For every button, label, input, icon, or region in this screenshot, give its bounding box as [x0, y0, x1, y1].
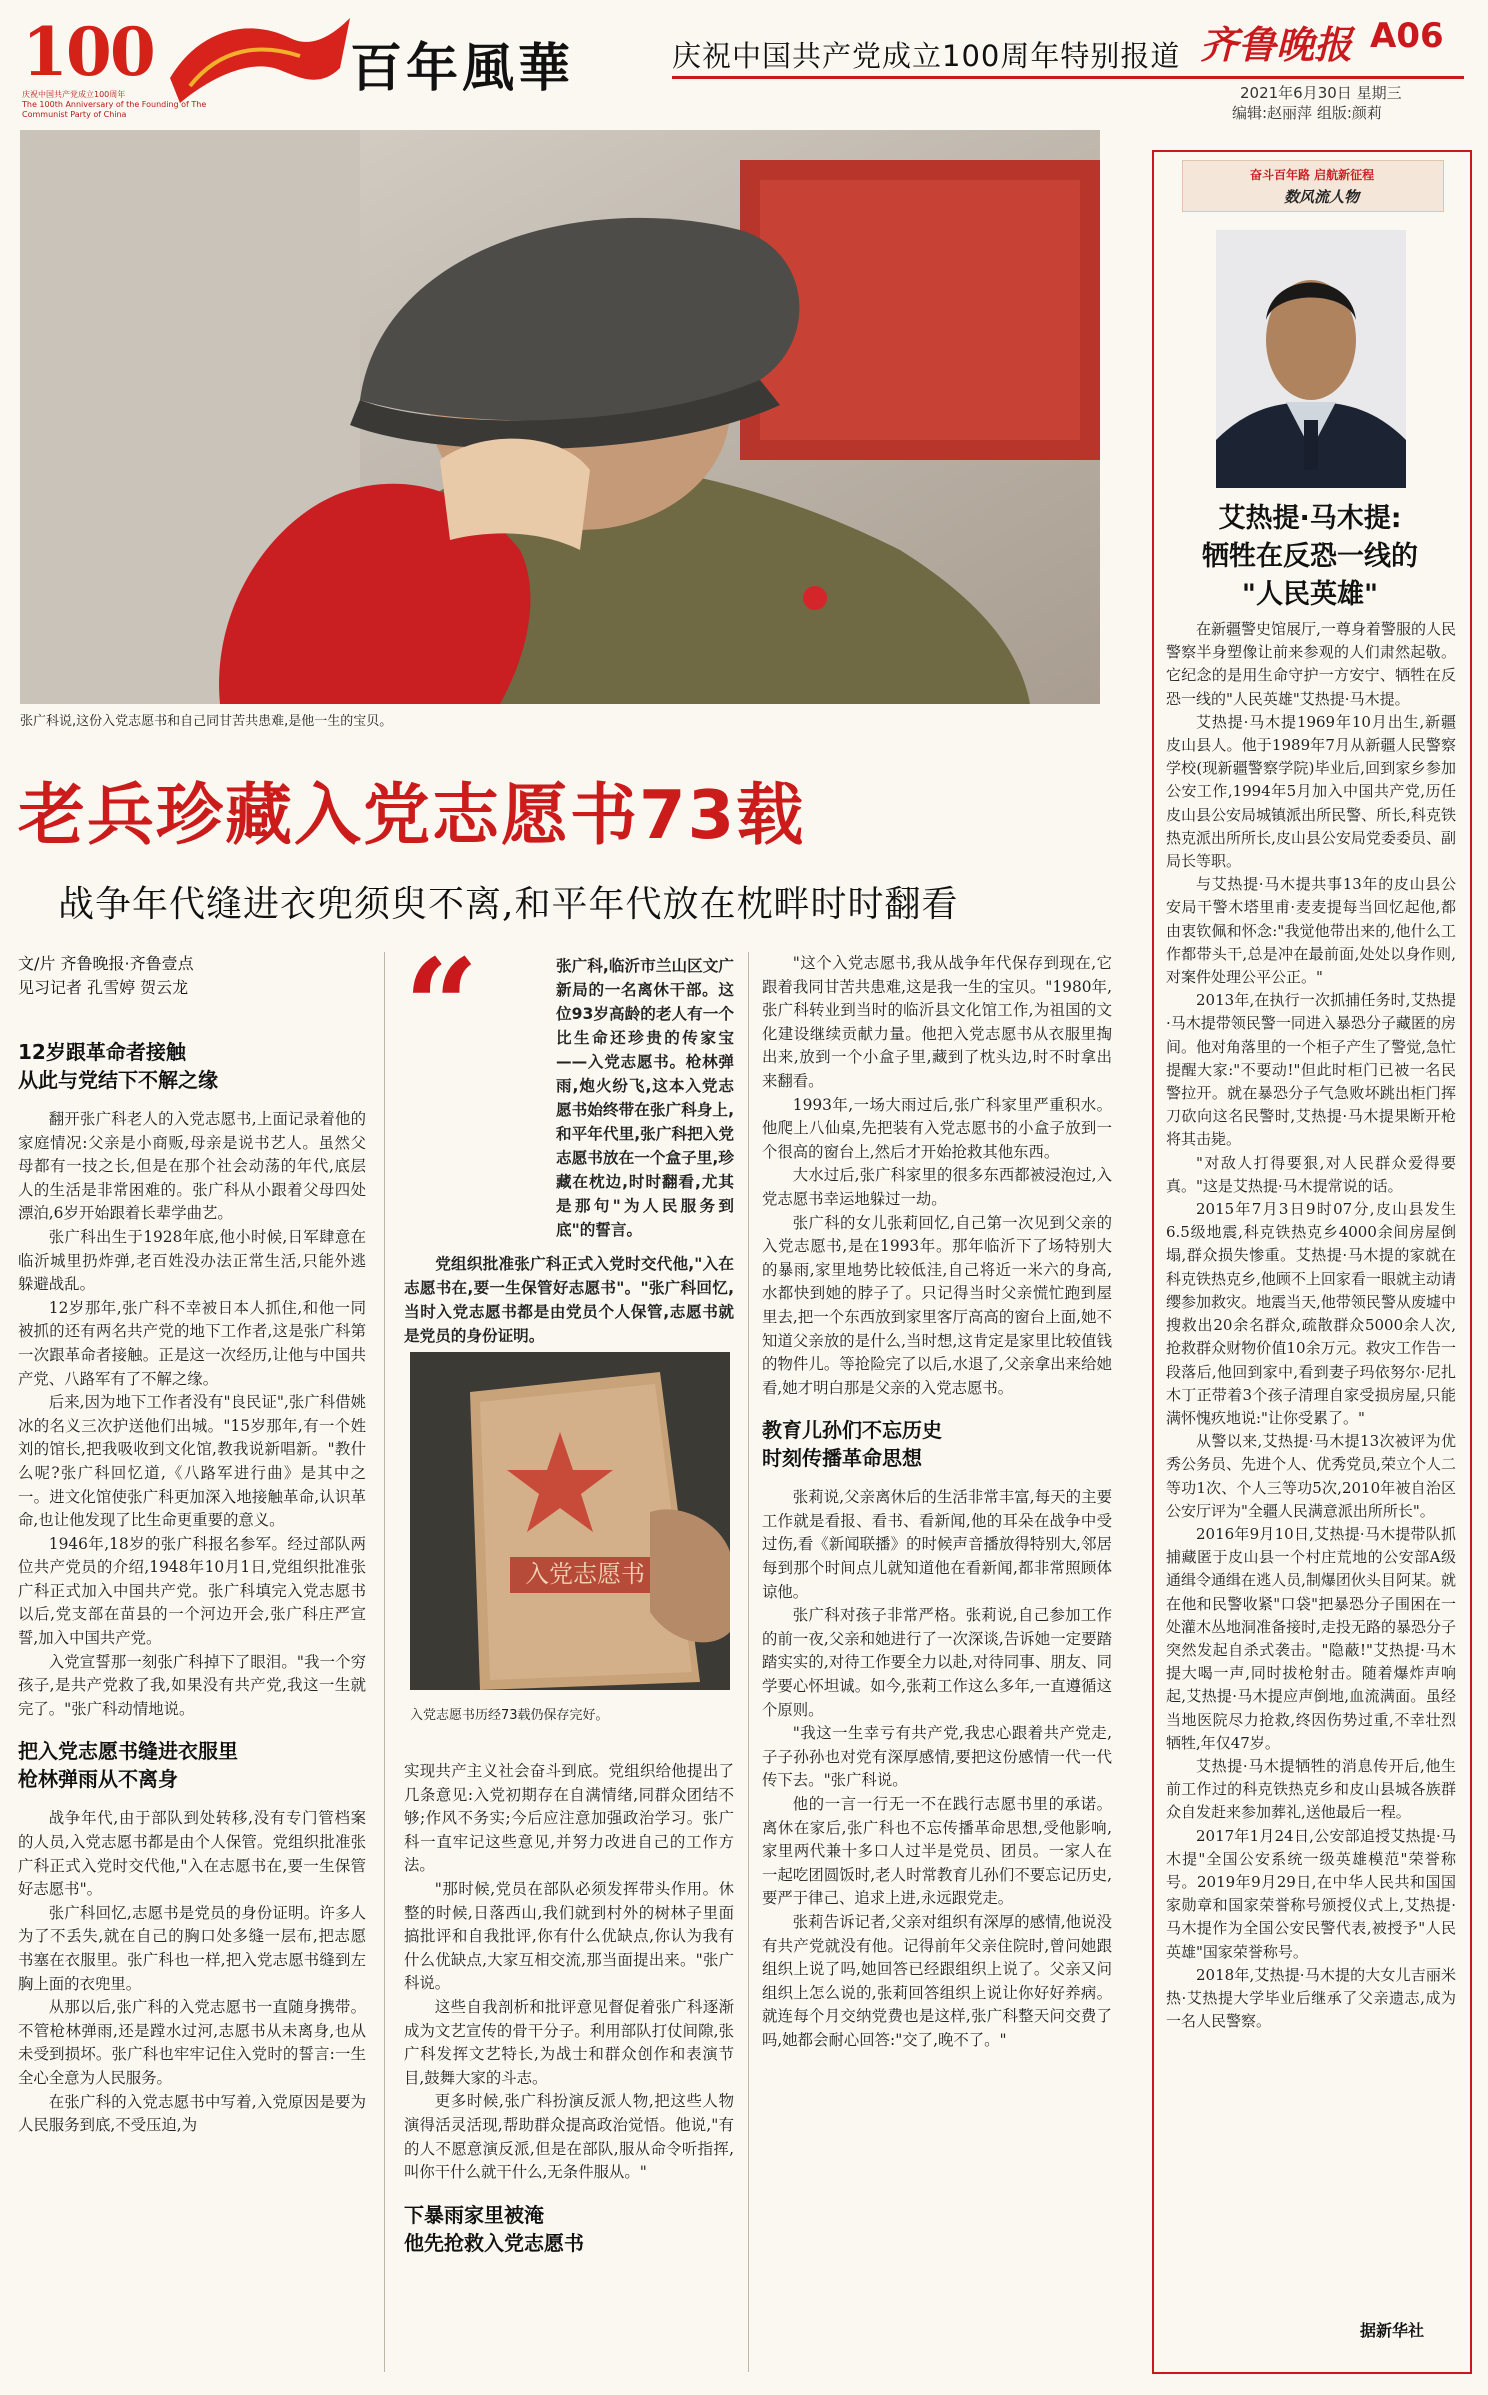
column-3 [762, 952, 1112, 2053]
paragraph: 张莉告诉记者,父亲对组织有深厚的感情,他说没有共产党就没有他。记得前年父亲住院时,曾问她跟组织上说了吗,她回答已经跟组织上说了。父亲又问组织上怎么说的,张莉回答组织上说让你好好养病。就连每个月交纳党费也是这样,张广科整天问交费了吗,她都会耐心回答:"交了,晚不了。" [762, 1912, 1112, 2049]
paragraph: 张广科对孩子非常严格。张莉说,自己参加工作的前一夜,父亲和她进行了一次深谈,告诉她一定要踏踏实实的,对待工作要全力以赴,对待同事、朋友、同学要心怀坦诚。如今,张莉工作这么多年,一直遵循这个原则。 [762, 1606, 1112, 1719]
sidebar-source: 据新华社 [1360, 2321, 1425, 2340]
svg-text:入党志愿书: 入党志愿书 [525, 1560, 645, 1588]
section-subtitle-3 [404, 2201, 734, 2257]
paragraph: 后来,因为地下工作者没有"良民证",张广科借姚冰的名义三次护送他们出城。"15岁那年,有一个姓刘的馆长,把我吸收到文化馆,教我说新唱新。"教什么呢?张广科回忆道,《八路军进行曲》是其中之一。进文化馆使张广科更加深入地接触革命,认识革命,也让他发现了比生命更重要的意义。 [18, 1393, 366, 1530]
column-2-bottom [404, 1760, 734, 2257]
paragraph: 12岁那年,张广科不幸被日本人抓住,和他一同被抓的还有两名共产党的地下工作者,这是张广科第一次跟革命者接触。正是这一次经历,让他与中国共产党、八路军有了不解之缘。 [18, 1298, 366, 1388]
subtitle-line: 从此与党结下不解之缘 [18, 1068, 218, 1092]
logo-caption-en: The 100th Anniversary of the Founding of The Communist Party of China [22, 100, 207, 119]
paragraph: 2013年,在执行一次抓捕任务时,艾热提·马木提带领民警一同进入暴恐分子藏匿的房间。他对角落里的一个柜子产生了警觉,急忙提醒大家:"不要动!"但此时柜门已被一名民警拉开。就在暴恐分子气急败坏跳出柜门挥刀砍向这名民警时,艾热提·马木提果断开枪将其击毙。 [1166, 991, 1456, 1149]
subtitle-line: 下暴雨家里被淹 [404, 2202, 544, 2227]
paragraph: 2018年,艾热提·马木提的大女儿吉丽米热·艾热提大学毕业后继承了父亲遗志,成为一名人民警察。 [1166, 1965, 1456, 2031]
subtitle-line: 教育儿孙们不忘历史 [762, 1418, 942, 1443]
lead-paragraph: 党组织批准张广科正式入党时交代他,"入在志愿书在,要一生保管好志愿书"。"张广科回忆,当时入党志愿书都是由党员个人保管,志愿书就是党员的身份证明。 [404, 1255, 734, 1345]
article-subhead: 战争年代缝进衣兜须臾不离,和平年代放在枕畔时时翻看 [58, 884, 959, 925]
section-name: 百年風華 [350, 38, 575, 99]
paragraph: 这些自我剖析和批评意见督促着张广科逐渐成为文艺宣传的骨干分子。利用部队打仗间隙,张广科发挥文艺特长,为战士和群众创作和表演节目,鼓舞大家的斗志。 [404, 1997, 734, 2087]
paragraph: "对敌人打得要狠,对人民群众爱得要真。"这是艾热提·马木提常说的话。 [1166, 1153, 1456, 1195]
application-photo [410, 1352, 730, 1690]
lead-paragraph: 张广科,临沂市兰山区文广新局的一名离休干部。这位93岁高龄的老人有一个比生命还珍贵的传家宝——入党志愿书。枪林弹雨,炮火纷飞,这本入党志愿书始终带在张广科身上,和平年代里,张广科把入党志愿书放在一个盒子里,珍藏在枕边,时时翻看,尤其是那句"为人民服务到底"的誓言。 [556, 957, 734, 1239]
paragraph: 实现共产主义社会奋斗到底。党组织给他提出了几条意见:入党初期存在自满情绪,同群众团结不够;作风不务实;今后应注意加强政治学习。张广科一直牢记这些意见,并努力改进自己的工作方法。 [404, 1762, 734, 1875]
subtitle-line: 他先抢救入党志愿书 [404, 2230, 584, 2255]
paragraph: 艾热提·马木提牺牲的消息传开后,他生前工作过的科克铁热克乡和皮山县城各族群众自发赶来参加葬礼,送他最后一程。 [1166, 1756, 1456, 1822]
paragraph: 1946年,18岁的张广科报名参军。经过部队两位共产党员的介绍,1948年10月1日,党组织批准张广科正式加入中国共产党。张广科填完入党志愿书以后,党支部在苗县的一个河边开会,张广科庄严宣誓,加入中国共产党。 [18, 1534, 366, 1648]
paragraph: 他的一言一行无一不在践行志愿书里的承诺。离休在家后,张广科也不忘传播革命思想,受他影响,家里两代兼十多口人过半是党员、团员。一家人在一起吃团圆饭时,老人时常教育儿孙们不要忘记历史,要严于律己、追求上进,永远跟党走。 [762, 1795, 1112, 1908]
subtitle-line: 12岁跟革命者接触 [18, 1040, 186, 1064]
application-photo-caption: 入党志愿书历经73载仍保存完好。 [410, 1708, 609, 1723]
paragraph: 张广科回忆,志愿书是党员的身份证明。许多人为了不丢失,就在自己的胸口处多缝一层布,把志愿书塞在衣服里。张广科也一样,把入党志愿书缝到左胸上面的衣兜里。 [18, 1903, 366, 1993]
paragraph: "这个入党志愿书,我从战争年代保存到现在,它跟着我同甘苦共患难,这是我一生的宝贝。"1980年,张广科转业到当时的临沂县文化馆工作,为祖国的文化建设继续贡献力量。他把入党志愿书从衣服里掏出来,放到一个小盒子里,藏到了枕头边,时不时拿出来翻看。 [762, 954, 1112, 1090]
editor-credits: 编辑:赵丽萍 组版:颜莉 [1232, 104, 1382, 122]
section-subtitle-1 [18, 1038, 366, 1094]
paragraph: 入党宣誓那一刻张广科掉下了眼泪。"我一个穷孩子,是共产党救了我,如果没有共产党,我这一生就完了。"张广科动情地说。 [18, 1652, 366, 1718]
byline-line-1: 文/片 齐鲁晚报·齐鲁壹点 [18, 954, 194, 973]
special-report-title: 庆祝中国共产党成立100周年特别报道 [672, 39, 1181, 73]
paragraph: 艾热提·马木提1969年10月出生,新疆皮山县人。他于1989年7月从新疆人民警察学校(现新疆警察学院)毕业后,回到家乡参加公安工作,1994年5月加入中国共产党,历任皮山县公安局城镇派出所民警、所长,科克铁热克派出所所长,皮山县公安局党委委员、副局长等职。 [1166, 712, 1456, 871]
byline-line-2: 见习记者 孔雪婷 贺云龙 [18, 978, 189, 997]
paragraph: 2015年7月3日9时07分,皮山县发生6.5级地震,科克铁热克乡4000余间房屋倒塌,群众损失惨重。艾热提·马木提的家就在科克铁热克乡,他顾不上回家看一眼就主动请缨参加救灾。地震当天,他带领民警从废墟中搜救出20余名群众,疏散群众5000余人次,抢救群众财物价值10余万元。救灾工作告一段落后,他回到家中,看到妻子玛依努尔·尼扎木丁正带着3个孩子清理自家受损房屋,只能满怀愧疚地说:"让你受累了。" [1166, 1200, 1456, 1427]
newspaper-name: 齐鲁晚报 [1200, 22, 1353, 67]
byline [18, 952, 194, 1000]
paragraph: 在张广科的入党志愿书中写着,入党原因是要为人民服务到底,不受压迫,为 [18, 2092, 366, 2135]
paragraph: 与艾热提·马木提共事13年的皮山县公安局干警木塔里甫·麦麦提每当回忆起他,都由衷钦佩和怀念:"我觉他带出来的,他什么工作都带头干,总是冲在最前面,处处以身作则,对案件处理公平公正。" [1166, 875, 1456, 987]
paragraph: 战争年代,由于部队到处转移,没有专门管档案的人员,入党志愿书都是由个人保管。党组织批准张广科正式入党时交代他,"入在志愿书在,要一生保管好志愿书"。 [18, 1809, 366, 1899]
main-photo [20, 130, 1100, 704]
sidebar-title-line: 艾热提·马木提: [1218, 503, 1402, 534]
masthead [0, 0, 1488, 125]
column-1 [18, 1038, 366, 2138]
hero-portrait [1216, 230, 1406, 488]
party-application-book-image [410, 1352, 730, 1690]
sidebar-title-line: "人民英雄" [1241, 579, 1379, 610]
paragraph: 大水过后,张广科家里的很多东西都被浸泡过,入党志愿书幸运地躲过一劫。 [762, 1166, 1112, 1208]
issue-date: 2021年6月30日 星期三 [1240, 84, 1402, 102]
paragraph: 张广科的女儿张莉回忆,自己第一次见到父亲的入党志愿书,是在1993年。那年临沂下了场特别大的暴雨,家里地势比较低洼,自己将近一米六的身高,水都快到她的脖子了。只记得当时父亲慌忙跑到屋里去,把一个东西放到家里客厅高高的窗台上面,她不知道父亲放的是什么,当时想,这肯定是家里比较值钱的物件儿。等抢险完了以后,水退了,父亲拿出来给她看,她才明白那是父亲的入党志愿书。 [762, 1213, 1112, 1397]
paragraph: "那时候,党员在部队必须发挥带头作用。休整的时候,日落西山,我们就到村外的树林子里面搞批评和自我批评,你有什么优缺点,你认为我有什么优缺点,大家互相交流,那当面提出来。"张广科说。 [404, 1879, 734, 1993]
sidebar-banner-top: 奋斗百年路 启航新征程 [1250, 168, 1375, 182]
sidebar-body [1166, 618, 1456, 2033]
masthead-rule [672, 76, 1464, 79]
paragraph: 1993年,一场大雨过后,张广科家里严重积水。他爬上八仙桌,先把装有入党志愿书的小盒子放到一个很高的窗台上,然后才开始抢救其他东西。 [762, 1095, 1112, 1161]
paragraph: 在新疆警史馆展厅,一尊身着警服的人民警察半身塑像让前来参观的人们肃然起敬。它纪念的是用生命守护一方安宁、牺牲在反恐一线的"人民英雄"艾热提·马木提。 [1166, 620, 1456, 708]
paragraph: 2016年9月10日,艾热提·马木提带队抓捕藏匿于皮山县一个村庄荒地的公安部A级通缉令通缉在逃人员,制爆团伙头目阿某。就在他和民警收紧"口袋"把暴恐分子围困在一处灌木丛地洞准备接时,走投无路的暴恐分子突然发起自杀式袭击。"隐蔽!"艾热提·马木提大喝一声,同时拔枪射击。随着爆炸声响起,艾热提·马木提应声倒地,血流满面。虽经当地医院尽力抢救,终因伤势过重,不幸壮烈牺牲,年仅47岁。 [1166, 1524, 1456, 1752]
article-headline: 老兵珍藏入党志愿书73载 [18, 776, 806, 854]
paragraph: 更多时候,张广科扮演反派人物,把这些人物演得活灵活现,帮助群众提高政治觉悟。他说,"有的人不愿意演反派,但是在部队,服从命令听指挥,叫你干什么就干什么,无条件服从。" [404, 2092, 734, 2182]
logo-number: 100 [22, 13, 154, 91]
subtitle-line: 时刻传播革命思想 [762, 1446, 922, 1471]
subtitle-line: 枪林弹雨从不离身 [18, 1767, 178, 1792]
centenary-logo [22, 13, 282, 119]
paragraph: 翻开张广科老人的入党志愿书,上面记录着他的家庭情况:父亲是小商贩,母亲是说书艺人。虽然父母都有一技之长,但是在那个社会动荡的年代,底层人的生活是非常困难的。张广科从小跟着父母四处漂泊,6岁开始跟着长辈学曲艺。 [18, 1110, 366, 1223]
police-portrait-image [1216, 230, 1406, 488]
sidebar-banner-bottom: 数风流人物 [1284, 188, 1360, 206]
article-lead [404, 930, 734, 1348]
paragraph: 张莉说,父亲离休后的生活非常丰富,每天的主要工作就是看报、看书、看新闻,他的耳朵在战争中受过伤,看《新闻联播》的时候声音播放得特别大,邻居每到那个时间点儿就知道他在看新闻,都非常照顾体谅他。 [762, 1488, 1112, 1601]
veteran-photo-image [20, 130, 1100, 704]
section-subtitle-4 [762, 1416, 1112, 1472]
paragraph: 从那以后,张广科的入党志愿书一直随身携带。不管枪林弹雨,还是蹚水过河,志愿书从未离身,也从未受到损坏。张广科也牢牢记住入党时的誓言:一生全心全意为人民服务。 [18, 1998, 366, 2087]
page-number: A06 [1370, 16, 1444, 56]
column-divider [748, 952, 749, 2372]
paragraph: 2017年1月24日,公安部追授艾热提·马木提"全国公安系统一级英雄模范"荣誉称号。2019年9月29日,在中华人民共和国国家勋章和国家荣誉称号颁授仪式上,艾热提·马木提作为全国公安民警代表,被授予"人民英雄"国家荣誉称号。 [1166, 1826, 1456, 1961]
sidebar-title-line: 牺牲在反恐一线的 [1202, 541, 1418, 572]
paragraph: 张广科出生于1928年底,他小时候,日军肆意在临沂城里扔炸弹,老百姓没办法正常生活,只能外逃躲避战乱。 [18, 1227, 366, 1294]
paragraph: "我这一生幸亏有共产党,我忠心跟着共产党走,子子孙孙也对党有深厚感情,要把这份感情一代一代传下去。"张广科说。 [762, 1724, 1112, 1790]
subtitle-line: 把入党志愿书缝进衣服里 [18, 1739, 238, 1764]
logo-caption-cn: 庆祝中国共产党成立100周年 [22, 90, 126, 99]
column-divider [384, 952, 385, 2372]
main-photo-caption: 张广科说,这份入党志愿书和自己同甘苦共患难,是他一生的宝贝。 [20, 714, 393, 729]
quote-mark-icon: “ [404, 930, 479, 1083]
logo-caption [22, 90, 222, 120]
paragraph: 从警以来,艾热提·马木提13次被评为优秀公务员、先进个人、优秀党员,荣立个人二等功1次、个人三等功5次,2010年被自治区公安厅评为"全疆人民满意派出所所长"。 [1166, 1432, 1456, 1520]
sidebar-title [1160, 500, 1460, 614]
section-subtitle-2 [18, 1737, 366, 1793]
